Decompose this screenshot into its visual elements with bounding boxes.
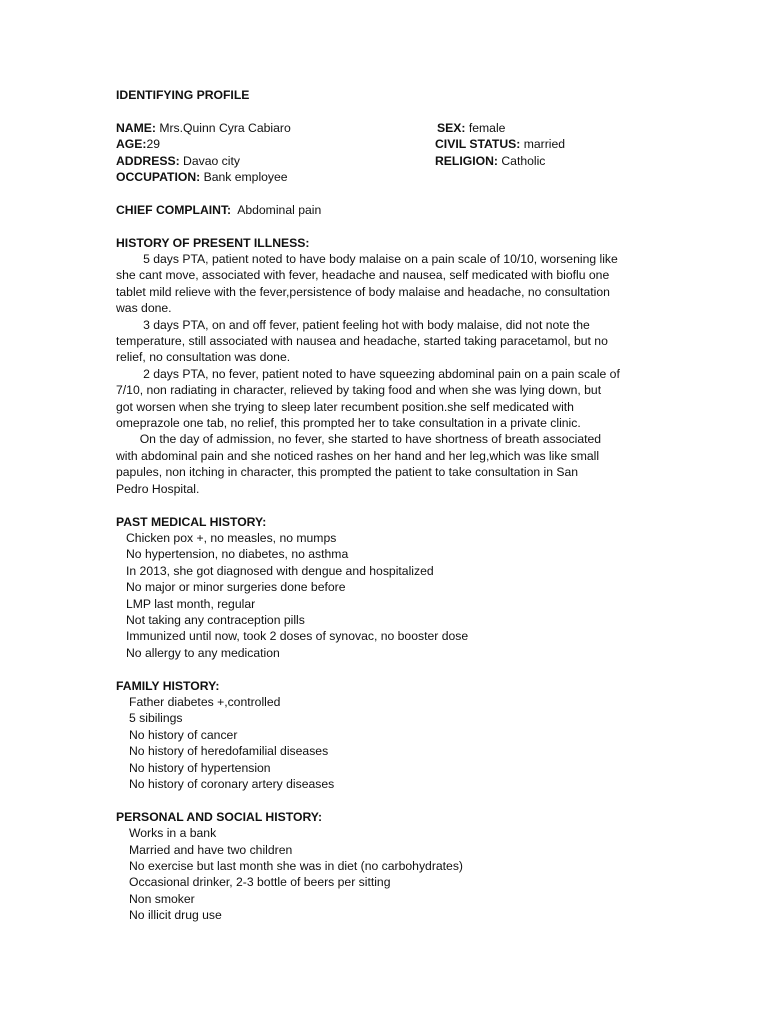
pmh-item: Chicken pox +, no measles, no mumps <box>126 530 337 545</box>
hpi-line: got worsen when she trying to sleep later recumbent position.she self medicated with <box>116 399 574 414</box>
fh-item: 5 sibilings <box>129 711 183 726</box>
profile-row-age <box>116 136 656 152</box>
psh-item: Occasional drinker, 2-3 bottle of beers per sitting <box>129 875 391 890</box>
pmh-item: No hypertension, no diabetes, no asthma <box>126 547 349 562</box>
psh-list <box>116 825 656 923</box>
hpi-line: 5 days PTA, patient noted to have body malaise on a pain scale of 10/10, worsening like <box>116 252 618 267</box>
hpi-line: she cant move, associated with fever, headache and nausea, self medicated with bioflu one <box>116 268 610 283</box>
psh-item: Married and have two children <box>129 842 293 857</box>
name-label: NAME: <box>116 120 156 135</box>
sex-value: female <box>468 120 506 135</box>
psh-item: No exercise but last month she was in diet (no carbohydrates) <box>129 859 463 873</box>
sex-label: SEX: <box>437 120 466 135</box>
psh-item: No illicit drug use <box>129 908 222 923</box>
hpi-line: papules, non itching in character, this prompted the patient to take consultation in San <box>116 465 579 480</box>
hpi-line: with abdominal pain and she noticed rashes on her hand and her leg,which was like small <box>116 448 600 463</box>
age-label: AGE: <box>116 137 147 152</box>
pmh-heading: PAST MEDICAL HISTORY: <box>116 514 267 529</box>
chief-complaint-value: Abdominal pain <box>237 202 322 217</box>
psh-heading: PERSONAL AND SOCIAL HISTORY: <box>116 809 323 824</box>
spacer <box>116 497 656 513</box>
profile-heading: IDENTIFYING PROFILE <box>116 88 250 102</box>
fh-item: No history of heredofamilial diseases <box>129 744 329 759</box>
pmh-item: LMP last month, regular <box>126 596 256 611</box>
fh-heading: FAMILY HISTORY: <box>116 678 220 693</box>
civil-status-value: married <box>523 137 566 152</box>
hpi-line: tablet mild relieve with the fever,persistence of body malaise and headache, no consultation <box>116 284 610 299</box>
chief-complaint-label: CHIEF COMPLAINT: <box>116 202 232 217</box>
pmh-item: In 2013, she got diagnosed with dengue and hospitalized <box>126 563 434 578</box>
profile-row-name <box>116 120 656 136</box>
pmh-item: No major or minor surgeries done before <box>126 580 346 595</box>
psh-item: Works in a bank <box>129 826 217 841</box>
spacer <box>116 661 656 677</box>
age-value: 29 <box>146 137 161 152</box>
profile-row-address <box>116 153 656 169</box>
fh-item: Father diabetes +,controlled <box>129 694 281 709</box>
hpi-heading: HISTORY OF PRESENT ILLNESS: <box>116 235 310 250</box>
document-page <box>116 87 656 924</box>
pmh-item: Immunized until now, took 2 doses of synovac, no booster dose <box>126 629 469 644</box>
pmh-item: No allergy to any medication <box>126 645 280 660</box>
fh-item: No history of coronary artery diseases <box>129 776 335 791</box>
address-label: ADDRESS: <box>116 153 180 168</box>
religion-label: RELIGION: <box>435 153 498 168</box>
fh-list <box>116 694 656 792</box>
psh-item: Non smoker <box>129 891 195 906</box>
hpi-line: On the day of admission, no fever, she started to have shortness of breath associated <box>116 432 602 447</box>
hpi-line: was done. <box>116 301 172 316</box>
fh-item: No history of cancer <box>129 727 238 742</box>
spacer <box>116 792 656 808</box>
chief-complaint <box>116 202 656 218</box>
fh-item: No history of hypertension <box>129 760 271 775</box>
hpi-line: 7/10, non radiating in character, relieved by taking food and when she was lying down, but <box>116 383 602 398</box>
hpi-line: omeprazole one tab, no relief, this prompted her to take consultation in a private clinic. <box>116 416 581 431</box>
hpi-line: 2 days PTA, no fever, patient noted to have squeezing abdominal pain on a pain scale of <box>116 366 620 381</box>
hpi-line: 3 days PTA, on and off fever, patient feeling hot with body malaise, did not note the <box>116 317 590 332</box>
occupation-label: OCCUPATION: <box>116 170 201 185</box>
pmh-list <box>116 530 656 661</box>
hpi-body <box>116 251 656 497</box>
profile-row-occupation <box>116 169 656 185</box>
address-value: Davao city <box>183 153 240 168</box>
pmh-item: Not taking any contraception pills <box>126 612 305 627</box>
hpi-line: temperature, still associated with nausea and headache, started taking paracetamol, but no <box>116 334 608 349</box>
spacer <box>116 218 656 234</box>
religion-value: Catholic <box>501 153 546 168</box>
name-value: Mrs.Quinn Cyra Cabiaro <box>159 120 291 135</box>
spacer <box>116 185 656 201</box>
spacer <box>116 103 656 119</box>
hpi-line: Pedro Hospital. <box>116 481 200 496</box>
hpi-line: relief, no consultation was done. <box>116 350 291 365</box>
civil-status-label: CIVIL STATUS: <box>435 137 521 152</box>
occupation-value: Bank employee <box>203 170 288 185</box>
